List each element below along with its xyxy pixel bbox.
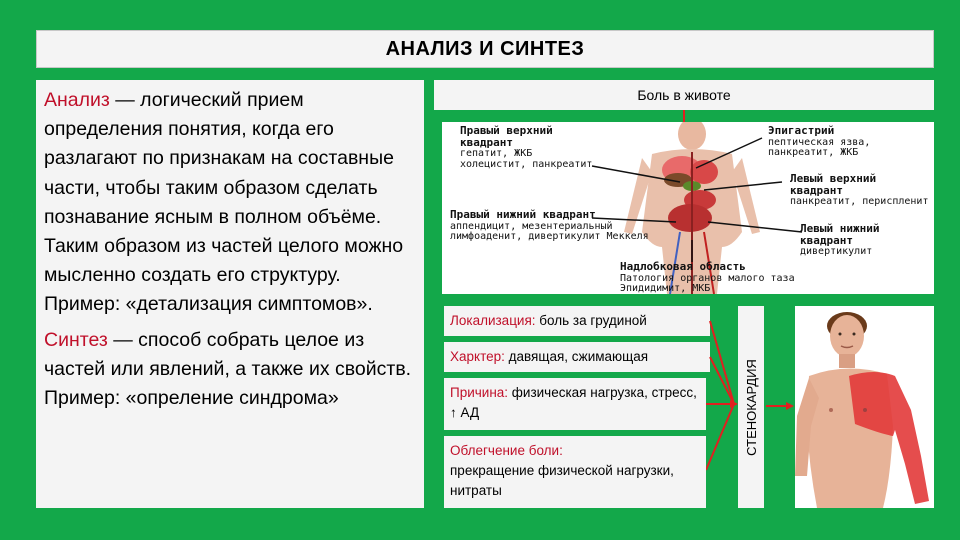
synthesis-text: — способ собрать целое из частей или явлений, а также их свойств. Пример: «опреление синдрома» (44, 328, 412, 410)
syndrome-label: СТЕНОКАРДИЯ (743, 358, 759, 456)
location-value: боль за грудиной (535, 313, 647, 328)
analysis-definition (44, 86, 416, 320)
photo-arrow (764, 396, 796, 416)
definitions-panel (36, 80, 424, 508)
analysis-text: — логический прием определения понятия, когда его разлагают по признакам на составные части, чтобы таким образом сделать познавание ясным в полном объёме. Таким образом из частей целого можно мысленно создать его структуру. Пример: «детализация симптомов». (44, 89, 404, 316)
location-key: Локализация: (450, 313, 536, 328)
relief-value: прекращение физической нагрузки, нитраты (450, 463, 674, 498)
character-value: давящая, сжимающая (504, 349, 649, 364)
synthesis-term: Синтез (44, 328, 108, 351)
suprapubic-title: Надлобковая область (620, 260, 746, 273)
syndrome-label-box (738, 306, 764, 508)
lower-right-items: аппендицит, мезентериальный лимфоаденит, дивертикулит Меккеля (450, 220, 649, 242)
location-box (444, 306, 710, 336)
character-key: Харктер: (450, 349, 505, 364)
lower-left-title: Левый нижний квадрант (800, 222, 880, 247)
lower-left-quadrant-label (800, 224, 930, 258)
epigastric-title: Эпигастрий (768, 124, 835, 137)
suprapubic-label (620, 262, 860, 294)
torso-pain-figure (795, 306, 934, 508)
cause-key: Причина: (450, 385, 509, 400)
synthesis-definition (44, 326, 416, 414)
character-box (444, 342, 710, 372)
lower-right-title: Правый нижний квадрант (450, 208, 596, 221)
abdominal-pain-header (434, 80, 934, 110)
upper-right-quadrant-label (460, 126, 600, 170)
upper-left-title: Левый верхний квадрант (790, 172, 877, 197)
cause-box (444, 378, 706, 430)
relief-key: Облегчение боли: (450, 443, 563, 458)
lower-left-items: дивертикулит (800, 246, 873, 257)
upper-right-items: гепатит, ЖКБ холецистит, панкреатит (460, 148, 593, 170)
analysis-term: Анализ (44, 89, 110, 111)
connector-lines (706, 300, 740, 512)
upper-right-title: Правый верхний квадрант (460, 124, 553, 149)
lower-right-quadrant-label (450, 210, 650, 243)
angina-pain-illustration (795, 306, 934, 508)
suprapubic-items: Патология органов малого таза Эпидидимит, МКБ (620, 272, 795, 294)
cause-value: физическая нагрузка, стресс, ↑ АД (450, 385, 697, 420)
abdominal-quadrants-diagram (442, 122, 934, 294)
relief-box (444, 436, 706, 508)
abdominal-pain-title: Боль в животе (637, 87, 731, 103)
slide-title-bar (36, 30, 934, 68)
epigastric-items: пептическая язва, панкреатит, ЖКБ (768, 136, 871, 158)
epigastric-label (768, 126, 928, 159)
upper-left-quadrant-label (790, 174, 930, 208)
upper-left-items: панкреатит, периспленит (790, 196, 929, 207)
slide-title: АНАЛИЗ И СИНТЕЗ (385, 37, 585, 60)
